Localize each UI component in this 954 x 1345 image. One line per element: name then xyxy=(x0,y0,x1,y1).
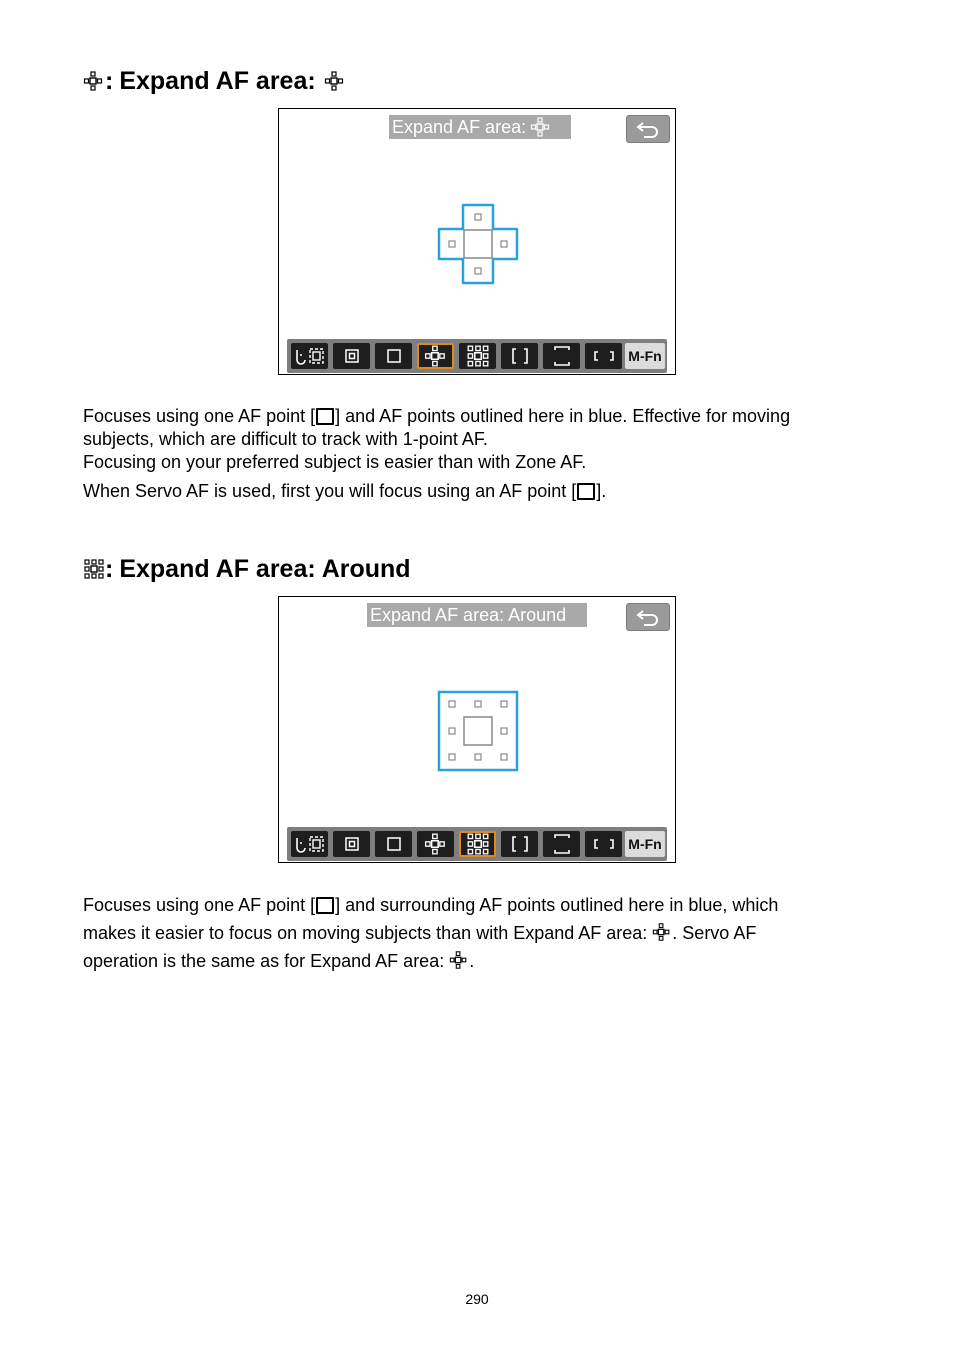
screen-title-text: Expand AF area: Around xyxy=(370,605,567,625)
large-zone-horizontal-icon xyxy=(592,835,616,853)
zone-af-icon xyxy=(509,346,531,366)
heading-text: Expand AF area: xyxy=(119,67,316,95)
text-span: When Servo AF is used, first you will focus using an AF point [ xyxy=(83,481,577,501)
spot-af-icon xyxy=(343,347,361,365)
description-line: Focusing on your preferred subject is easier than with Zone AF. xyxy=(83,452,587,472)
one-point-af-mode-button[interactable] xyxy=(375,343,412,369)
af-mode-bar xyxy=(287,339,667,373)
section-heading-expand-af-around xyxy=(83,555,411,583)
expand-af-around-icon xyxy=(83,558,105,580)
expand-af-around-mode-button[interactable] xyxy=(459,831,496,857)
description-line xyxy=(83,479,873,503)
large-zone-vertical-icon xyxy=(551,345,573,367)
text-span: makes it easier to focus on moving subjects than with Expand AF area: xyxy=(83,923,653,943)
expand-af-cross-icon xyxy=(83,70,105,92)
text-span: Focuses using one AF point [ xyxy=(83,895,316,915)
large-zone-af-horizontal-mode-button[interactable] xyxy=(585,831,622,857)
description-line xyxy=(83,404,873,428)
large-zone-af-horizontal-mode-button[interactable] xyxy=(585,343,622,369)
expand-af-around-icon xyxy=(466,344,490,368)
text-span: ] and AF points outlined here in blue. Effective for moving xyxy=(335,406,791,426)
section2-description xyxy=(83,891,873,975)
text-span: Focuses using one AF point [ xyxy=(83,406,316,426)
large-zone-vertical-icon xyxy=(551,833,573,855)
section-heading-expand-af-cross xyxy=(83,67,346,95)
expand-af-cross-mode-button[interactable] xyxy=(417,831,454,857)
description-line xyxy=(83,919,873,947)
expand-af-cross-icon xyxy=(449,950,469,970)
af-area-around-diagram xyxy=(437,690,519,772)
large-zone-af-vertical-mode-button[interactable] xyxy=(543,831,580,857)
back-button[interactable] xyxy=(626,115,670,143)
spot-af-mode-button[interactable] xyxy=(333,343,370,369)
expand-af-cross-mode-button[interactable] xyxy=(417,343,454,369)
heading-text: Expand AF area: Around xyxy=(119,555,411,583)
screen-title xyxy=(367,603,587,627)
expand-af-cross-icon xyxy=(424,344,448,368)
one-point-af-icon xyxy=(385,835,403,853)
face-tracking-mode-button[interactable] xyxy=(291,831,328,857)
af-point-box-icon xyxy=(316,897,334,914)
return-icon xyxy=(635,608,661,626)
zone-af-icon xyxy=(509,834,531,854)
screen-title xyxy=(389,115,571,139)
m-fn-button[interactable]: M-Fn xyxy=(625,343,665,369)
zone-af-mode-button[interactable] xyxy=(501,831,538,857)
return-icon xyxy=(635,120,661,138)
face-tracking-icon xyxy=(294,834,326,854)
heading-colon: : xyxy=(105,67,114,95)
section1-description xyxy=(83,404,873,503)
description-line: subjects, which are difficult to track with 1-point AF. xyxy=(83,429,488,449)
expand-af-cross-icon xyxy=(324,70,346,92)
text-span: operation is the same as for Expand AF area: xyxy=(83,951,450,971)
camera-screen-expand-af-around xyxy=(278,596,676,863)
large-zone-horizontal-icon xyxy=(592,347,616,365)
page-number: 290 xyxy=(465,1291,489,1307)
text-span: ] and surrounding AF points outlined here in blue, which xyxy=(335,895,779,915)
spot-af-mode-button[interactable] xyxy=(333,831,370,857)
expand-af-around-icon xyxy=(466,832,490,856)
heading-colon: : xyxy=(105,555,114,583)
one-point-af-icon xyxy=(385,347,403,365)
expand-af-cross-icon xyxy=(530,116,552,138)
text-span: . xyxy=(469,951,475,971)
expand-af-cross-icon xyxy=(424,832,448,856)
large-zone-af-vertical-mode-button[interactable] xyxy=(543,343,580,369)
camera-screen-expand-af-cross xyxy=(278,108,676,375)
screen-title-text: Expand AF area: xyxy=(392,117,527,137)
spot-af-icon xyxy=(343,835,361,853)
m-fn-button[interactable]: M-Fn xyxy=(625,831,665,857)
af-mode-bar xyxy=(287,827,667,861)
af-point-box-icon xyxy=(316,408,334,425)
af-point-box-icon xyxy=(577,483,595,500)
description-line xyxy=(83,891,873,919)
text-span: . Servo AF xyxy=(672,923,757,943)
expand-af-around-mode-button[interactable] xyxy=(459,343,496,369)
one-point-af-mode-button[interactable] xyxy=(375,831,412,857)
face-tracking-mode-button[interactable] xyxy=(291,343,328,369)
expand-af-cross-icon xyxy=(652,922,672,942)
description-line xyxy=(83,947,873,975)
text-span: ]. xyxy=(596,481,607,501)
back-button[interactable] xyxy=(626,603,670,631)
zone-af-mode-button[interactable] xyxy=(501,343,538,369)
face-tracking-icon xyxy=(294,346,326,366)
af-area-cross-diagram xyxy=(437,203,519,285)
